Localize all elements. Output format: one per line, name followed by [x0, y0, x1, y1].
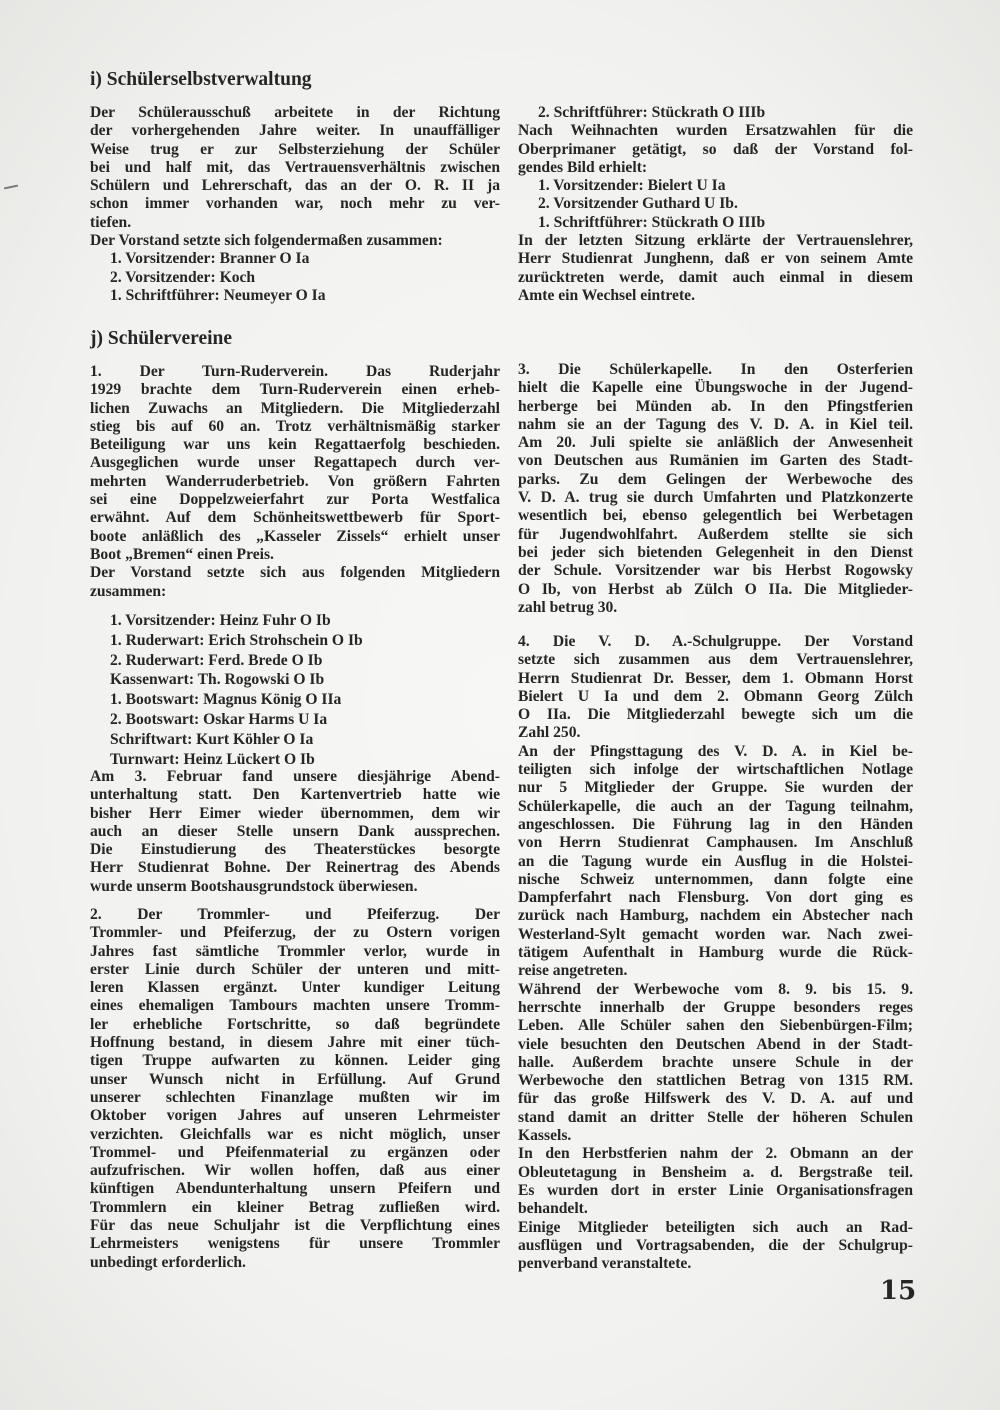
text-line: 2. Der Trommler- und Pfeiferzug. Der — [90, 906, 500, 923]
text-line: Am 20. Juli spielte sie anläßlich der Anwesenheit — [518, 434, 913, 452]
text-line: Westerland-Sylt gemacht worden war. Nach zwei- — [518, 925, 913, 943]
section-i-body — [90, 104, 500, 305]
text-line: Der Vorstand setzte sich aus folgenden Mitgliedern — [90, 564, 500, 582]
text-line: Die Einstudierung des Theaterstückes besorgte — [90, 841, 500, 859]
text-line: Es wurden dort in erster Linie Organisationsfragen — [518, 1181, 913, 1199]
text-line: teiligten sich infolge der wirtschaftlichen Notlage — [518, 761, 913, 779]
text-line: bei und half mit, das Vertrauensverhältnis zwischen — [90, 158, 500, 176]
text-line: wurde unserm Bootshausgrundstock überwiesen. — [90, 877, 418, 895]
text-line: Herrn Studienrat Dr. Besser, dem 1. Obmann Horst — [518, 669, 913, 687]
text-line: Obleutetagung in Bensheim a. d. Bergstraße teil. — [518, 1163, 913, 1181]
text-line: Schülern und Lehrerschaft, das an der O. R. II ja — [90, 177, 500, 195]
abendunterhaltung-paragraph — [90, 768, 500, 896]
text-line: Zahl 250. — [518, 724, 581, 742]
text-line: Kassels. — [518, 1127, 572, 1145]
text-line: tigen Truppe aufwarten zu können. Leider ging — [90, 1052, 500, 1070]
text-line: hielt die Kapelle eine Übungswoche in der Jugend- — [518, 379, 913, 397]
text-line: 4. Die V. D. A.-Schulgruppe. Der Vorstand — [518, 633, 913, 650]
text-line: stieg bis auf 60 an. Trotz verhältnismäßig starker — [90, 417, 500, 435]
text-line: erster Linie durch Schüler der unteren und mitt- — [90, 960, 500, 978]
text-line: für Jugendwohlfahrt. Außerdem stellte sie sich — [518, 525, 913, 543]
text-line: unserer schlechten Finanzlage mußten wir im — [90, 1088, 500, 1106]
list-item: 2. Schriftführer: Stückrath O IIIb — [538, 104, 766, 121]
text-line: nahm sie an der Tagung des V. D. A. in Kiel teil. — [518, 415, 913, 433]
text-line: viele besuchten den Deutschen Abend in der Stadt- — [518, 1035, 913, 1053]
text-line: halle. Außerdem brachte unsere Schule in der — [518, 1053, 913, 1071]
text-line: parks. Zu dem Gelingen der Werbewoche des — [518, 470, 913, 488]
text-line: In den Herbstferien nahm der 2. Obmann an der — [518, 1145, 913, 1163]
turn-ruderverein-paragraph — [90, 363, 500, 601]
list-item: Kassenwart: Th. Rogowski O Ib — [110, 671, 325, 689]
board-continuation — [518, 104, 913, 305]
text-line: Der Vorstand setzte sich folgendermaßen zusammen: — [90, 232, 443, 250]
text-line: Oktober vorigen Jahres auf unseren Lehrmeister — [90, 1107, 500, 1125]
text-line: Trommler- und Pfeiferzug, der zu Ostern vorigen — [90, 924, 500, 942]
text-line: gendes Bild erhielt: — [518, 158, 648, 176]
text-line: eines ehemaligen Tambours machten unsere Tromm- — [90, 997, 500, 1015]
text-line: Während der Werbewoche vom 8. 9. bis 15. 9. — [518, 980, 913, 998]
text-line: O IIa. Die Mitgliederzahl bewegte sich um die — [518, 706, 913, 724]
text-line: setzte sich zusammen aus dem Vertrauenslehrer, — [518, 651, 913, 669]
text-line: herberge bei Münden ab. In den Pfingstferien — [518, 397, 913, 415]
text-line: zurück nach Hamburg, nachdem ein Abstecher nach — [518, 907, 913, 925]
text-line: bisher Herr Eimer wieder übernommen, dem wir — [90, 804, 500, 822]
text-line: reise angetreten. — [518, 962, 628, 980]
text-line: verzichten. Gleichfalls war es nicht möglich, unser — [90, 1125, 500, 1143]
text-line: In der letzten Sitzung erklärte der Vertrauenslehrer, — [518, 232, 913, 250]
text-line: Lehrmeisters wenigstens für unsere Trommler — [90, 1235, 500, 1253]
page-number: 15 — [880, 1276, 917, 1306]
text-line: Ausgeglichen wurde unser Regattapech durch ver- — [90, 454, 500, 472]
text-line: Trommlern ein kleiner Betrag zufließen wird. — [90, 1198, 500, 1216]
list-item: 1. Bootswart: Magnus König O IIa — [110, 691, 342, 709]
text-line: Der Schülerausschuß arbeitete in der Richtung — [90, 104, 500, 121]
text-line: schon immer vorhanden war, noch mehr zu ver- — [90, 195, 500, 213]
list-item: 1. Schriftführer: Stückrath O IIIb — [538, 213, 766, 231]
ruderverein-board-list — [90, 611, 500, 769]
schuelerkapelle-paragraph — [518, 361, 913, 617]
text-line: penverband veranstaltete. — [518, 1255, 692, 1273]
text-line: künftigen Abendunterhaltung unsern Pfeifern und — [90, 1180, 500, 1198]
list-item: Turnwart: Heinz Lückert O Ib — [110, 750, 315, 768]
text-line: 1. Der Turn-Ruderverein. Das Ruderjahr — [90, 363, 500, 380]
text-line: O Ib, von Herbst ab Zülch O IIa. Die Mitglieder- — [518, 580, 913, 598]
text-line: an die Tagung wurde ein Ausflug in die Holstei- — [518, 852, 913, 870]
text-line: Hoffnung bestand, in diesem Jahre mit einer tüch- — [90, 1034, 500, 1052]
text-line: der vorhergehenden Jahre weiter. In unauffälliger — [90, 122, 500, 140]
text-line: herrschte innerhalb der Gruppe besonders reges — [518, 998, 913, 1016]
text-line: Beteiligung war uns kein Regattaerfolg beschieden. — [90, 436, 500, 454]
text-line: Weise trug er zur Selbsterziehung der Schüler — [90, 140, 500, 158]
text-line: von Herrn Studienrat Camphausen. Im Anschluß — [518, 834, 913, 852]
text-line: Jahres fast sämtliche Trommler verlor, wurde in — [90, 942, 500, 960]
text-line: für das große Hilfswerk des V. D. A. auf und — [518, 1090, 913, 1108]
text-line: wesentlich bei, ebenso gelegentlich bei Werbetagen — [518, 507, 913, 525]
text-line: 3. Die Schülerkapelle. In den Osterferien — [518, 361, 913, 378]
text-line: ler erhebliche Fortschritte, so daß begründete — [90, 1015, 500, 1033]
text-line: An der Pfingsttagung des V. D. A. in Kiel be- — [518, 742, 913, 760]
list-item: 1. Vorsitzender: Branner O Ia — [110, 250, 310, 268]
list-item: 2. Vorsitzender: Koch — [110, 268, 256, 286]
section-heading-i: i) Schülerselbstverwaltung — [90, 69, 312, 90]
vda-schulgruppe-paragraph — [518, 633, 913, 1273]
text-line: mehrten Wanderruderbetrieb. Von größern Fahrten — [90, 472, 500, 490]
text-line: Oberprimaner getätigt, so daß der Vorstand fol- — [518, 140, 913, 158]
text-line: unser Wunsch nicht in Erfüllung. Auf Grund — [90, 1070, 500, 1088]
trommlerzug-paragraph — [90, 906, 500, 1272]
text-line: Amte ein Wechsel eintrete. — [518, 286, 695, 304]
list-item: 1. Vorsitzender: Heinz Fuhr O Ib — [110, 612, 331, 629]
text-line: Bielert U Ia und dem 2. Obmann Georg Zülch — [518, 687, 913, 705]
list-item: Schriftwart: Kurt Köhler O Ia — [110, 730, 314, 748]
text-line: zusammen: — [90, 582, 167, 600]
text-line: sei eine Doppelzweierfahrt zur Porta Westfalica — [90, 491, 500, 509]
text-line: V. D. A. trug sie durch Umfahrten und Platzkonzerte — [518, 489, 913, 507]
text-line: auch an dieser Stelle unsern Dank aussprechen. — [90, 822, 500, 840]
text-line: Herr Studienrat Junghenn, daß er von seinem Amte — [518, 250, 913, 268]
text-line: Leben. Alle Schüler sahen den Siebenbürgen-Film; — [518, 1017, 913, 1035]
list-item: 2. Bootswart: Oskar Harms U Ia — [110, 710, 328, 728]
text-line: Für das neue Schuljahr ist die Verpflichtung eines — [90, 1217, 500, 1235]
text-line: zahl betrug 30. — [518, 598, 618, 616]
text-line: Werbewoche den stattlichen Betrag von 1315 RM. — [518, 1072, 913, 1090]
text-line: Nach Weihnachten wurden Ersatzwahlen für die — [518, 122, 913, 140]
text-line: nur 5 Mitglieder der Gruppe. Sie wurden der — [518, 779, 913, 797]
text-line: lichen Zuwachs an Mitgliedern. Die Mitgliederzahl — [90, 399, 500, 417]
text-line: Schülerkapelle, die auch an der Tagung teilnahm, — [518, 797, 913, 815]
section-heading-j: j) Schülervereine — [90, 328, 233, 349]
text-line: erwähnt. Auf dem Schönheitswettbewerb für Sport- — [90, 509, 500, 527]
text-line: leren Klassen ergänzt. Unter kundiger Leitung — [90, 979, 500, 997]
text-line: boote anläßlich des „Kasseler Zissels“ erhielt unser — [90, 527, 500, 545]
text-line: nische Schweiz unternommen, dann folgte eine — [518, 870, 913, 888]
text-line: Dampferfahrt nach Flensburg. Von dort ging es — [518, 889, 913, 907]
text-line: unbedingt erforderlich. — [90, 1253, 246, 1271]
margin-mark — [4, 185, 18, 190]
list-item: 1. Vorsitzender: Bielert U Ia — [538, 177, 726, 195]
text-line: Einige Mitglieder beteiligten sich auch an Rad- — [518, 1218, 913, 1236]
list-item: 2. Ruderwart: Ferd. Brede O Ib — [110, 651, 323, 669]
text-line: unterhaltung statt. Den Kartenvertrieb hatte wie — [90, 786, 500, 804]
text-line: der Schule. Vorsitzender war bis Herbst Rogowsky — [518, 562, 913, 580]
text-line: tätigem Aufenthalt in Hamburg wurde die Rück- — [518, 944, 913, 962]
list-item: 1. Schriftführer: Neumeyer O Ia — [110, 286, 326, 304]
text-line: stand damit an dritter Stelle der höheren Schulen — [518, 1108, 913, 1126]
text-line: behandelt. — [518, 1200, 588, 1218]
text-line: Trommel- und Pfeifenmaterial zu ergänzen oder — [90, 1143, 500, 1161]
text-line: zurücktreten werde, damit auch einmal in diesem — [518, 268, 913, 286]
text-line: 1929 brachte dem Turn-Ruderverein einen erheb- — [90, 381, 500, 399]
text-line: von Deutschen aus Rumänien im Garten des Stadt- — [518, 452, 913, 470]
text-line: Boot „Bremen“ einen Preis. — [90, 545, 274, 563]
text-line: angeschlossen. Die Führung lag in den Händen — [518, 815, 913, 833]
text-line: ausflügen und Vortragsabenden, die der Schulgrup- — [518, 1236, 913, 1254]
text-line: Am 3. Februar fand unsere diesjährige Abend- — [90, 768, 500, 785]
text-line: tiefen. — [90, 213, 132, 231]
text-line: Herr Studienrat Bohne. Der Reinertrag des Abends — [90, 859, 500, 877]
list-item: 2. Vorsitzender Guthard U Ib. — [538, 195, 738, 213]
list-item: 1. Ruderwart: Erich Strohschein O Ib — [110, 631, 363, 649]
text-line: aufzufrischen. Wir wollen hoffen, daß aus einer — [90, 1162, 500, 1180]
text-line: bei jeder sich bietenden Gelegenheit in den Dienst — [518, 543, 913, 561]
